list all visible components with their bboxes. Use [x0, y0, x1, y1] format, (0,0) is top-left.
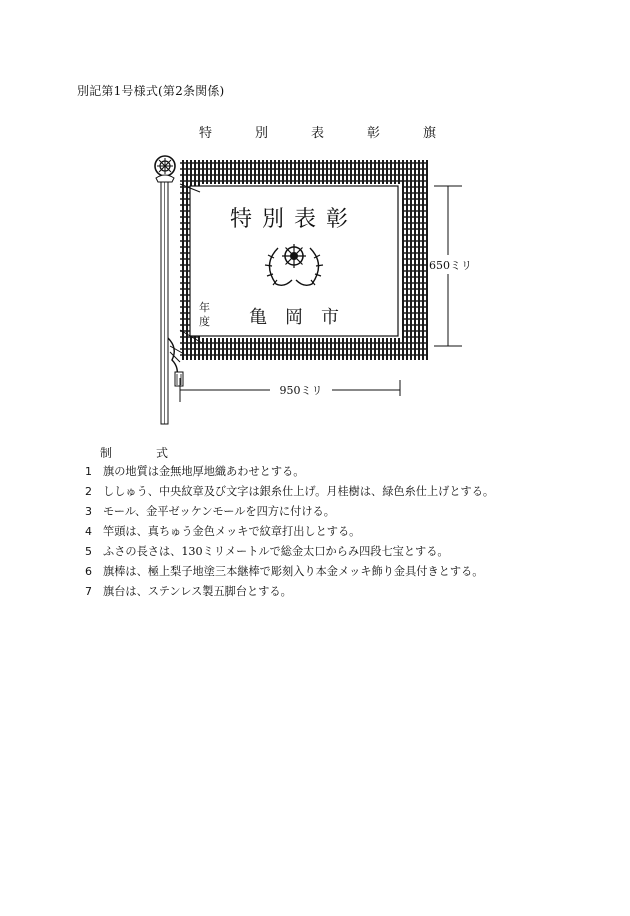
list-item: 1 旗の地質は金無地厚地織あわせとする。 — [85, 465, 305, 478]
list-item: 5 ふさの長さは、130ミリメートルで総金太口からみ四段七宝とする。 — [85, 545, 449, 558]
document-header: 別記第1号様式(第2条関係) — [77, 84, 225, 98]
flag-title-text: 特別表彰 — [229, 207, 359, 232]
height-label: 650ミリ — [429, 259, 472, 272]
year-label-top: 年 — [199, 301, 210, 314]
list-item: 7 旗台は、ステンレス製五脚台とする。 — [85, 585, 292, 598]
list-item: 6 旗棒は、極上梨子地塗三本継棒で彫刻入り本金メッキ飾り金具付きとする。 — [85, 565, 484, 578]
specifications-heading: 制 式 — [100, 446, 185, 460]
list-item: 4 竿頭は、真ちゅう金色メッキで紋章打出しとする。 — [85, 525, 361, 538]
page-title: 特 別 表 彰 旗 — [198, 126, 451, 141]
width-label: 950ミリ — [279, 384, 323, 397]
list-item: 3 モール、金平ゼッケンモールを四方に付ける。 — [85, 505, 335, 518]
flag-illustration — [150, 148, 490, 428]
city-name-text: 亀 岡 市 — [249, 307, 339, 328]
list-item: 2 ししゅう、中央紋章及び文字は銀糸仕上げ。月桂樹は、緑色糸仕上げとする。 — [85, 485, 495, 498]
finial-emblem-icon — [155, 156, 175, 182]
flag-pole — [161, 176, 168, 424]
specifications-list — [85, 462, 625, 602]
year-label-bottom: 度 — [199, 315, 210, 328]
